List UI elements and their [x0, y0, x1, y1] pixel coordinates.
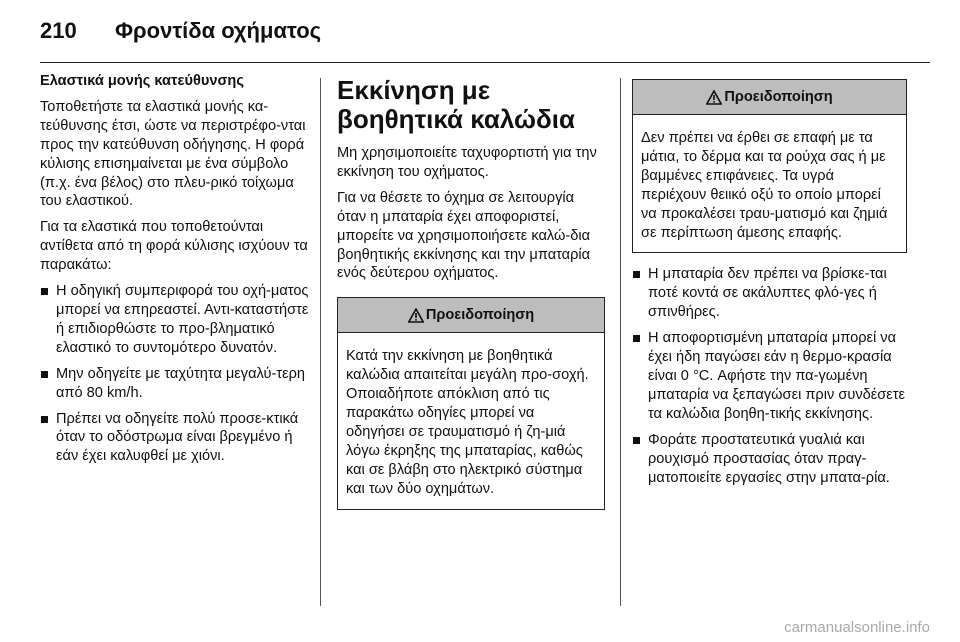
list-item: Η αποφορτισμένη μπαταρία μπορεί να έχει ήδη παγώσει εάν η θερμο-κρασία είναι 0 °C. Αφήστε την πα-γωμένη μπαταρία να ξεπαγώσει πριν συνδέσετε τα καλώδια βοηθη-τικής εκκίνησης.: [632, 329, 907, 424]
column-3: [632, 72, 907, 494]
warning-text: Κατά την εκκίνηση με βοηθητικά καλώδια απαιτείται μεγάλη προ-σοχή. Οποιαδήποτε απόκλιση από τις παρακάτω οδηγίες μπορεί να οδηγήσει σε τραυματισμό ή ζη-μιά λόγω έκρηξης της μπαταρίας, καθώς και σε βλάβη στο ηλεκτρικό σύστημα και των δύο οχημάτων.: [346, 348, 589, 497]
column-divider: [620, 78, 621, 606]
directional-tyres-heading: Ελαστικά μονής κατεύθυνσης: [40, 73, 244, 89]
list-item: Μην οδηγείτε με ταχύτητα μεγαλύ-τερη από 80 km/h.: [40, 365, 312, 403]
warning-title: Προειδοποίηση: [724, 88, 833, 105]
watermark: carmanualsonline.info: [784, 619, 930, 636]
paragraph: Μη χρησιμοποιείτε ταχυφορτιστή για την εκκίνηση του οχήματος.: [337, 145, 597, 180]
warning-box: [632, 79, 907, 253]
list-item: Φοράτε προστατευτικά γυαλιά και ρουχισμό προστασίας όταν πραγ-ματοποιείτε εργασίες στην μπατα-ρία.: [632, 431, 907, 488]
warning-triangle-icon: [408, 308, 424, 323]
section-title: Φροντίδα οχήματος: [115, 18, 322, 43]
paragraph: Για να θέσετε το όχημα σε λειτουργία όταν η μπαταρία έχει αποφοριστεί, μπορείτε να χρησιμοποιήσετε καλώ-δια βοηθητικής εκκίνησης και την μπαταρία ενός δεύτερου οχήματος.: [337, 189, 591, 282]
column-1: [40, 72, 312, 473]
jump-start-heading: Εκκίνηση με βοηθητικά καλώδια: [337, 75, 575, 134]
paragraph: Για τα ελαστικά που τοποθετούνται αντίθετα από τη φορά κύλισης ισχύουν τα παρακάτω:: [40, 219, 308, 274]
warning-box: [337, 297, 605, 509]
warning-text: Δεν πρέπει να έρθει σε επαφή με τα μάτια, το δέρμα και τα ρούχα σας ή με βαμμένες επιφάνειες. Τα υγρά περιέχουν θειικό οξύ το οποίο μπορεί να προκαλέσει τραυ-ματισμό και ζημιά σε περίπτωση άμεσης επαφής.: [641, 130, 888, 241]
bullet-list: [40, 282, 312, 466]
page-number: 210: [40, 18, 77, 43]
list-item: Η οδηγική συμπεριφορά του οχή-ματος μπορεί να επηρεαστεί. Αντι-καταστήστε ή επιδιορθώστε το προ-βληματικό ελαστικό το συντομότερο δυνατόν.: [40, 282, 312, 358]
list-item: Πρέπει να οδηγείτε πολύ προσε-κτικά όταν το οδόστρωμα είναι βρεγμένο ή εάν έχει καλυφθεί με χιόνι.: [40, 410, 312, 467]
column-2: [337, 72, 605, 510]
column-divider: [320, 78, 321, 606]
warning-header: [633, 80, 906, 115]
list-item: Η μπαταρία δεν πρέπει να βρίσκε-ται ποτέ κοντά σε ακάλυπτες φλό-γες ή σπινθήρες.: [632, 265, 907, 322]
warning-title: Προειδοποίηση: [425, 306, 535, 323]
bullet-list: [632, 265, 907, 487]
header-rule: [40, 62, 930, 63]
warning-header: [338, 298, 604, 333]
paragraph: Τοποθετήστε τα ελαστικά μονής κα-τεύθυνσης έτσι, ώστε να περιστρέφο-νται προς την κατεύθυνση οδήγησης. Η φορά κύλισης επισημαίνεται με ένα σύμβολο (π.χ. ένα βέλος) στο πλευ-ρικό τοίχωμα του ελαστικού.: [40, 98, 306, 210]
warning-triangle-icon: [706, 90, 722, 105]
